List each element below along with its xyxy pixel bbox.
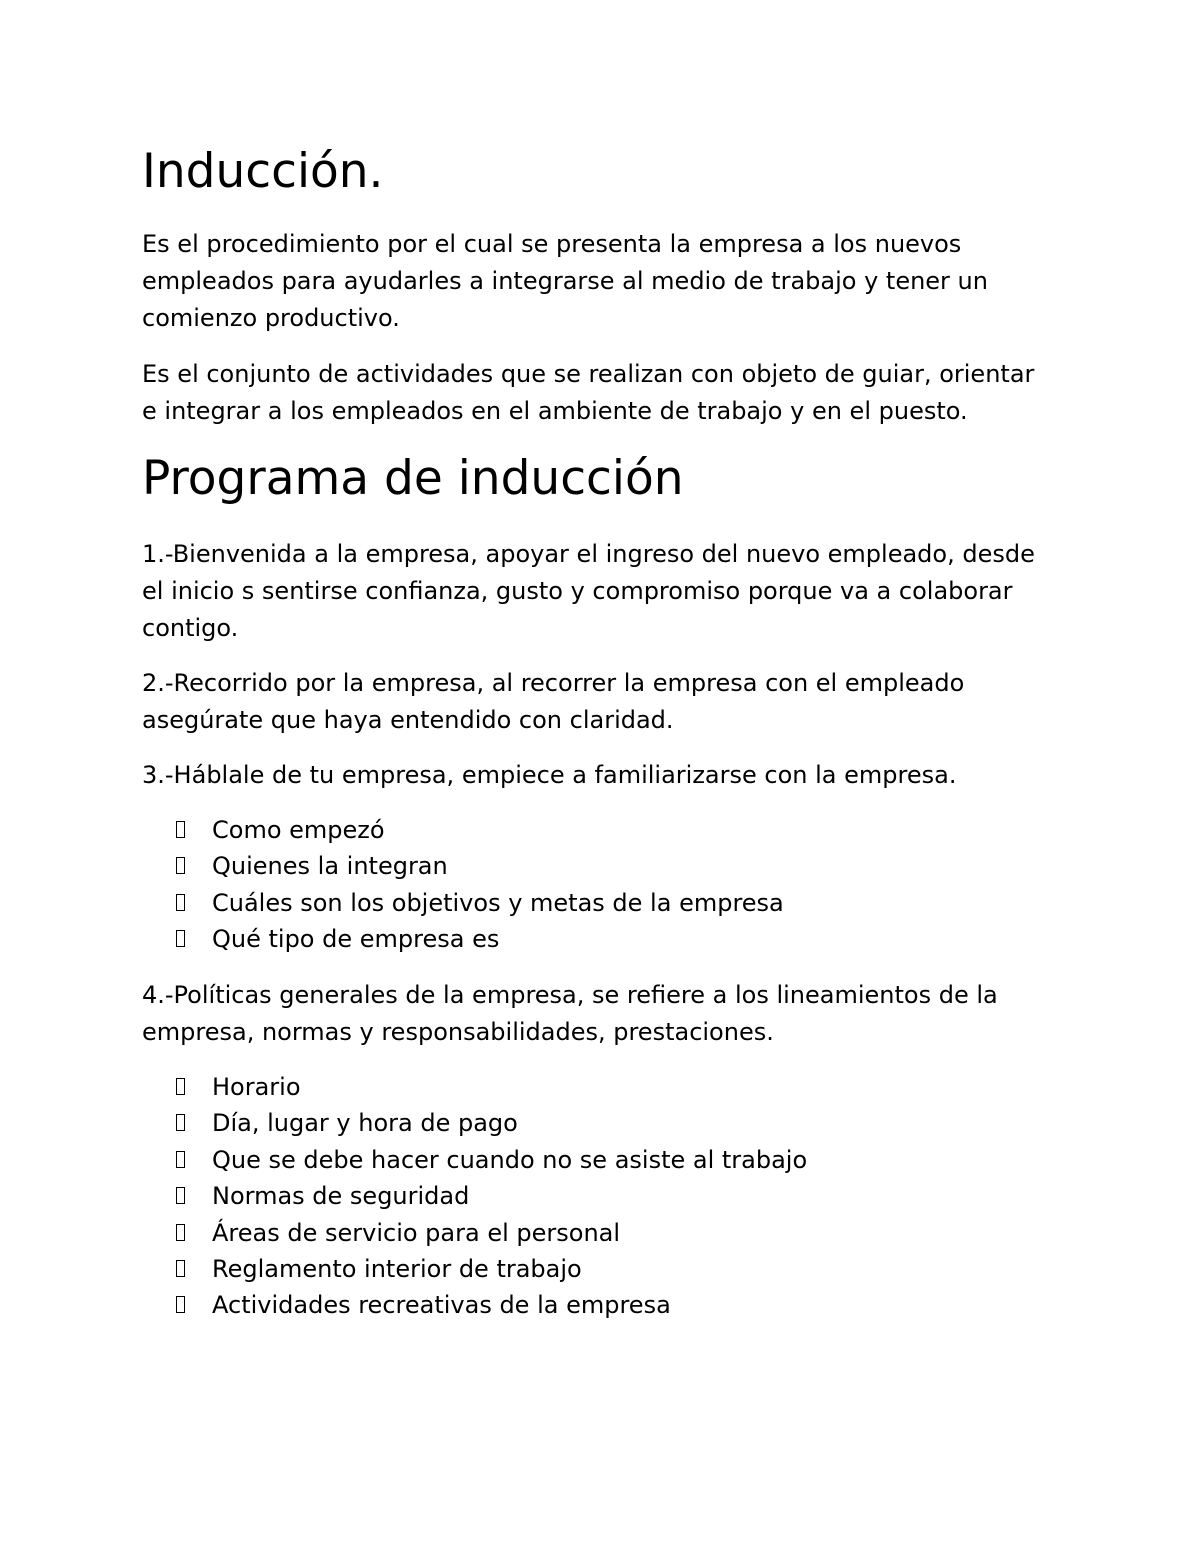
text-line: empresa, normas y responsabilidades, prestaciones.	[142, 1018, 774, 1046]
text-line: 4.-Políticas generales de la empresa, se refiere a los lineamientos de la	[142, 981, 998, 1009]
program-item-1	[142, 536, 1052, 647]
missing-glyph-bullet-icon	[176, 1260, 185, 1277]
list-item-text: Quienes la integran	[212, 852, 448, 881]
missing-glyph-bullet-icon	[176, 1296, 185, 1313]
missing-glyph-bullet-icon	[176, 1187, 185, 1204]
text-line: contigo.	[142, 614, 239, 642]
list-item-text: Como empezó	[212, 816, 385, 844]
text-line: 1.-Bienvenida a la empresa, apoyar el ingreso del nuevo empleado, desde	[142, 540, 1035, 568]
heading-induccion: Inducción.	[142, 144, 384, 199]
bullet-list-empresa	[174, 812, 784, 958]
list-item	[174, 885, 784, 921]
text-line: Es el conjunto de actividades que se realizan con objeto de guiar, orientar	[142, 360, 1035, 388]
text-line: comienzo productivo.	[142, 304, 400, 332]
missing-glyph-bullet-icon	[176, 930, 185, 947]
missing-glyph-bullet-icon	[176, 857, 185, 874]
list-item-text: Normas de seguridad	[212, 1182, 470, 1211]
heading-programa: Programa de inducción	[142, 451, 684, 506]
text-line: 3.-Háblale de tu empresa, empiece a familiarizarse con la empresa.	[142, 761, 957, 789]
missing-glyph-bullet-icon	[176, 1224, 185, 1241]
list-item	[174, 1215, 807, 1251]
program-item-2	[142, 665, 1052, 739]
missing-glyph-bullet-icon	[176, 1151, 185, 1168]
list-item-text: Áreas de servicio para el personal	[212, 1218, 621, 1247]
list-item	[174, 1069, 807, 1105]
paragraph-definition-2	[142, 356, 1052, 430]
text-line: asegúrate que haya entendido con claridad.	[142, 706, 674, 734]
program-item-4	[142, 977, 1052, 1051]
text-line: e integrar a los empleados en el ambiente de trabajo y en el puesto.	[142, 397, 968, 425]
bullet-list-politicas	[174, 1069, 807, 1324]
list-item-text: Actividades recreativas de la empresa	[212, 1291, 671, 1320]
paragraph-definition-1	[142, 226, 1052, 337]
list-item-text: Que se debe hacer cuando no se asiste al trabajo	[212, 1145, 808, 1174]
missing-glyph-bullet-icon	[176, 1114, 185, 1131]
list-item	[174, 1142, 807, 1178]
text-line: empleados para ayudarles a integrarse al medio de trabajo y tener un	[142, 267, 988, 295]
text-line: 2.-Recorrido por la empresa, al recorrer la empresa con el empleado	[142, 669, 965, 697]
list-item	[174, 1105, 807, 1141]
list-item	[174, 848, 784, 884]
missing-glyph-bullet-icon	[176, 1078, 185, 1095]
missing-glyph-bullet-icon	[176, 821, 185, 838]
text-line: el inicio s sentirse confianza, gusto y compromiso porque va a colaborar	[142, 577, 1013, 605]
program-item-3	[142, 757, 1052, 794]
list-item	[174, 1178, 807, 1214]
list-item	[174, 1251, 807, 1287]
list-item-text: Qué tipo de empresa es	[212, 925, 500, 954]
missing-glyph-bullet-icon	[176, 894, 185, 911]
text-line: Es el procedimiento por el cual se presenta la empresa a los nuevos	[142, 230, 962, 258]
list-item-text: Horario	[212, 1073, 301, 1101]
list-item	[174, 921, 784, 957]
list-item	[174, 812, 784, 848]
list-item-text: Reglamento interior de trabajo	[212, 1255, 582, 1284]
list-item-text: Cuáles son los objetivos y metas de la empresa	[212, 888, 784, 917]
list-item-text: Día, lugar y hora de pago	[212, 1109, 518, 1138]
list-item	[174, 1287, 807, 1323]
